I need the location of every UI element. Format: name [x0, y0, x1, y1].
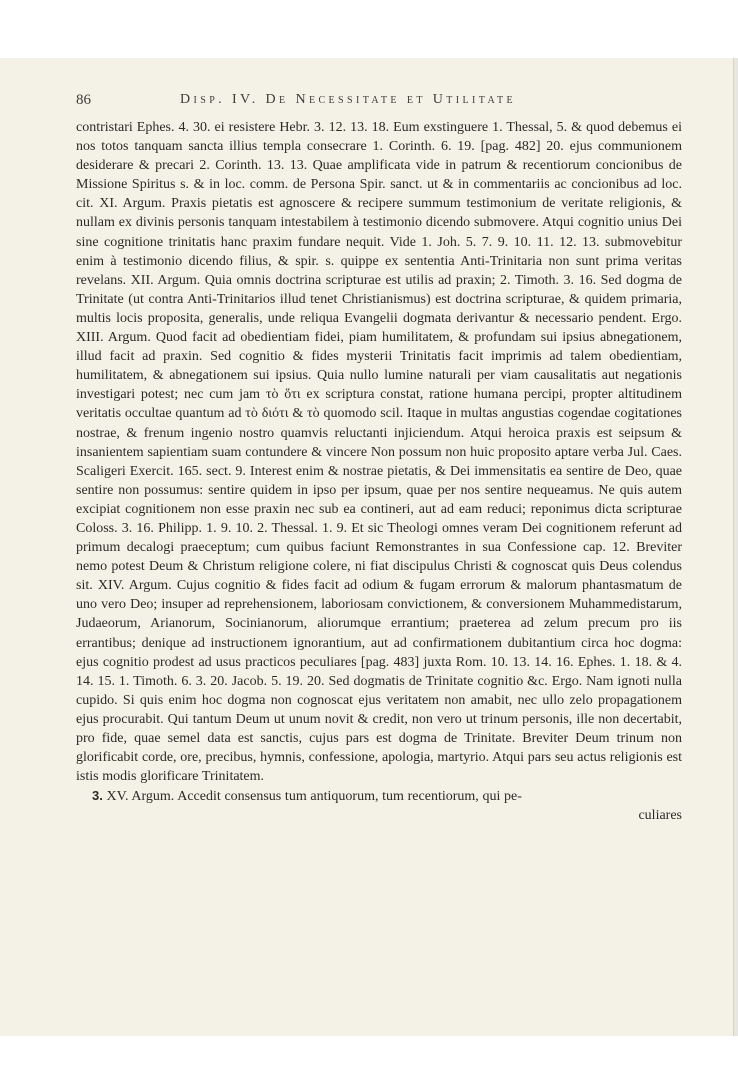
body-text	[76, 118, 682, 825]
paragraph-2-text: XV. Argum. Accedit consensus tum antiquorum, tum recentiorum, qui pe-	[106, 789, 522, 805]
page-edge	[734, 58, 738, 1036]
running-header	[76, 91, 690, 109]
catchword: culiares	[638, 808, 682, 824]
paragraph-2	[76, 786, 682, 825]
page-number: 86	[76, 92, 91, 108]
section-number: 3.	[92, 788, 103, 804]
paragraph-1: contristari Ephes. 4. 30. ei resistere Hebr. 3. 12. 13. 18. Eum exstinguere 1. Thessal, 5. & quod debemus ei nos totos tanquam sancta illius templa consecrare 1. Corinth. 6. 19. [pag. 482] 20. ejus communionem desiderare & precari 2. Corinth. 13. 13. Quae amplificata vide in patrum & recentiorum concionibus de Missione Spiritus s. & in loc. comm. de Persona Spir. sanct. ut & in commentariis ac concionibus ad loc. cit. XI. Argum. Praxis pietatis est agnoscere & recipere summum testimonium de veritate religionis, & nullam ex divinis personis tanquam intestabilem à testimonio dicendo submovere. Atqui cognitio unius Dei sine cognitione trinitatis hanc praxim fundare nequit. Vide 1. Joh. 5. 7. 9. 10. 11. 12. 13. submovebitur enim à testimonio dicendo filius, & spir. s. quippe ex sententia Anti-Trinitaria non sunt prima veritas revelans. XII. Argum. Quia omnis doctrina scripturae est utilis ad praxin; 2. Timoth. 3. 16. Sed dogma de Trinitate (ut contra Anti-Trinitarios illud tenet Christianismus) est doctrina scripturae, & quidem primaria, multis locis proposita, generalis, unde reliqua Evangelii dogmata derivantur & necessario pendent. Ergo. XIII. Argum. Quod facit ad obedientiam fidei, piam humilitatem, & profundam sui ipsius abnegationem, illud facit ad praxin. Sed cognitio & fides mysterii Trinitatis facit imprimis ad talem obedientiam, humilitatem, & abnegationem sui ipsius. Quia nullo lumine naturali per viam causalitatis aut negationis investigari potest; nec cum jam τὸ ὅτι ex scriptura constat, ratione humana percipi, propter altitudinem veritatis occultae quantum ad τὸ διότι & τὸ quomodo scil. Itaque in multas angustias cogendae cogitationes nostrae, & frenum ingenio nostro quamvis reluctanti injiciendum. Atqui heroica praxis est seipsum & insanientem sapientiam suam contundere & vincere Non possum non huic proposito aptare verba Jul. Caes. Scaligeri Exercit. 165. sect. 9. Interest enim & nostrae pietatis, & Dei immensitatis ea sentire de Deo, quae sentire non possumus: sentire quidem in ipso per ipsum, quae per nos sentire nequeamus. Ne quis autem excipiat cognitionem non esse praxin nec sub ea contineri, aut ad eam reduci; reponimus dicta scripturae Coloss. 3. 16. Philipp. 1. 9. 10. 2. Thessal. 1. 9. Et sic Theologi omnes veram Dei cognitionem referunt ad primum decalogi praeceptum; cum quibus faciunt Remonstrantes in sua Confessione cap. 12. Breviter nemo potest Deum & Christum religione colere, ni fiat discipulus Christi & cognoscat quis Deus colendus sit. XIV. Argum. Cujus cognitio & fides facit ad odium & fugam errorum & malorum phantasmatum de uno vero Deo; insuper ad reprehensionem, laboriosam convictionem, & conversionem Muhammedistarum, Judaeorum, Arianorum, Socinianorum, aliorumque errantium; praeterea ad zelum precum pro iis errantibus; denique ad instructionem ignorantium, aut ad confirmationem dubitantium circa hoc dogma: ejus cognitio prodest ad usus practicos peculiares [pag. 483] juxta Rom. 10. 13. 14. 16. Ephes. 1. 18. & 4. 14. 15. 1. Timoth. 6. 3. 20. Jacob. 5. 19. 20. Sed dogmatis de Trinitate cognitio &c. Ergo. Nam ignoti nulla cupido. Si quis enim hoc dogma non cognoscat ejus veritatem non amabit, nec ullo zelo propagationem ejus procurabit. Qui tantum Deum ut unum novit & credit, non vero ut trinum personis, ille non decertabit, pro fide, quae semel data est sanctis, cujus pars est dogma de Trinitate. Breviter Deum trinum non glorificabit corde, ore, precibus, hymnis, confessione, apologia, martyrio. Atqui pars seu actus religionis est istis modis glorificare Trinitatem.	[76, 120, 682, 785]
running-title: Disp. IV. De Necessitate et Utilitate	[180, 92, 516, 107]
